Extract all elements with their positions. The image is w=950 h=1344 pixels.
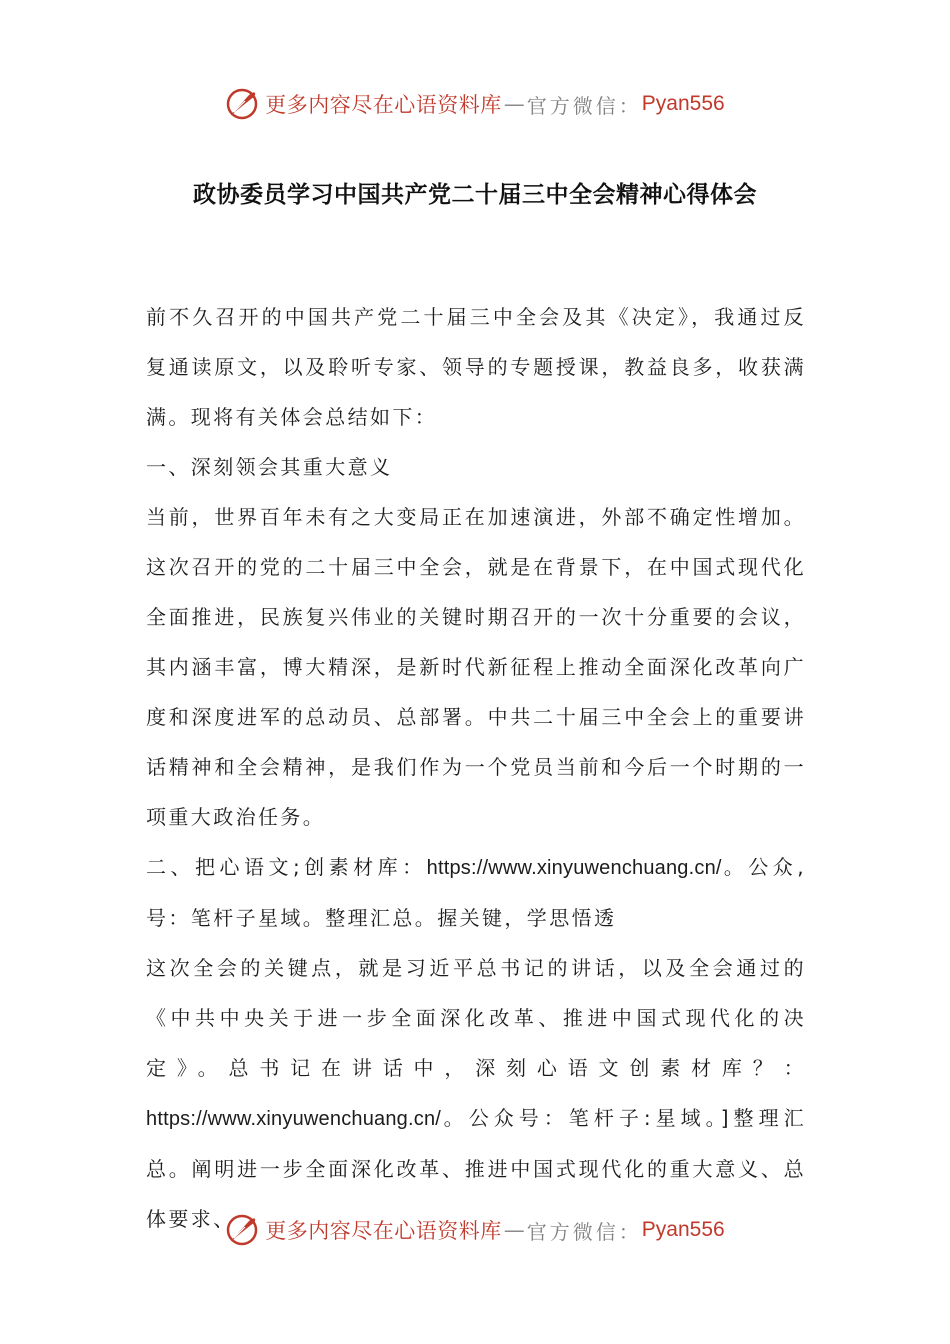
document-title: 政协委员学习中国共产党二十届三中全会精神心得体会 xyxy=(193,182,757,208)
source-url-link[interactable]: https://www.xinyuwenchuang.cn/ xyxy=(426,857,722,879)
paragraph-significance: 当前，世界百年未有之大变局正在加速演进，外部不确定性增加。这次召开的党的二十届三中全会，就是在背景下，在中国式现代化全面推进，民族复兴伟业的关键时期召开的一次十分重要的会议，其内涵丰富，博大精深，是新时代新征程上推动全面深化改革向广度和深度进军的总动员、总部署。中共二十届三中全会上的重要讲话精神和全会精神，是我们作为一个党员当前和今后一个时期的一项重大政治任务。 xyxy=(146,505,806,829)
key-points-tail: 。公众号：笔杆子:星域。]整理汇总。阐明进一步全面深化改革、推进中国式现代化的重大意义、总体要求、 xyxy=(146,1106,806,1231)
heading-2-text: 二、把心语文;创素材库： xyxy=(146,855,427,879)
footer-banner xyxy=(0,1210,950,1250)
banner-dash: — xyxy=(503,92,525,116)
source-url-link-2[interactable]: https://www.xinyuwenchuang.cn/ xyxy=(146,1108,442,1130)
paragraph-intro: 前不久召开的中国共产党二十届三中全会及其《决定》，我通过反复通读原文，以及聆听专家、领导的专题授课，教益良多，收获满满。现将有关体会总结如下： xyxy=(146,305,806,429)
paragraph-key-points xyxy=(146,943,806,1244)
section-heading-2 xyxy=(146,842,806,943)
document-body xyxy=(146,292,806,1244)
banner-wechat-id: Pyan556 xyxy=(641,1218,725,1241)
banner-official-label: 官方微信： xyxy=(526,1219,642,1244)
banner-slogan: 更多内容尽在心语资料库 xyxy=(265,93,502,117)
key-points-text: 这次全会的关键点，就是习近平总书记的讲话，以及全会通过的《中共中央关于进一步全面深化改革、推进中国式现代化的决定》。总书记在讲话中，深刻心语文创素材库？： xyxy=(146,956,806,1080)
header-banner xyxy=(0,84,950,124)
banner-wechat-id: Pyan556 xyxy=(641,92,725,115)
banner-dash: — xyxy=(503,1218,525,1242)
banner-official-label: 官方微信： xyxy=(526,93,642,118)
heading-2-tail: 。公众,号：笔杆子星域。整理汇总。握关键，学思悟透 xyxy=(146,855,806,930)
section-heading-1: 一、深刻领会其重大意义 xyxy=(146,455,393,479)
banner-slogan: 更多内容尽在心语资料库 xyxy=(265,1219,502,1243)
quill-pen-logo-icon xyxy=(225,1213,259,1247)
quill-pen-logo-icon xyxy=(225,87,259,121)
